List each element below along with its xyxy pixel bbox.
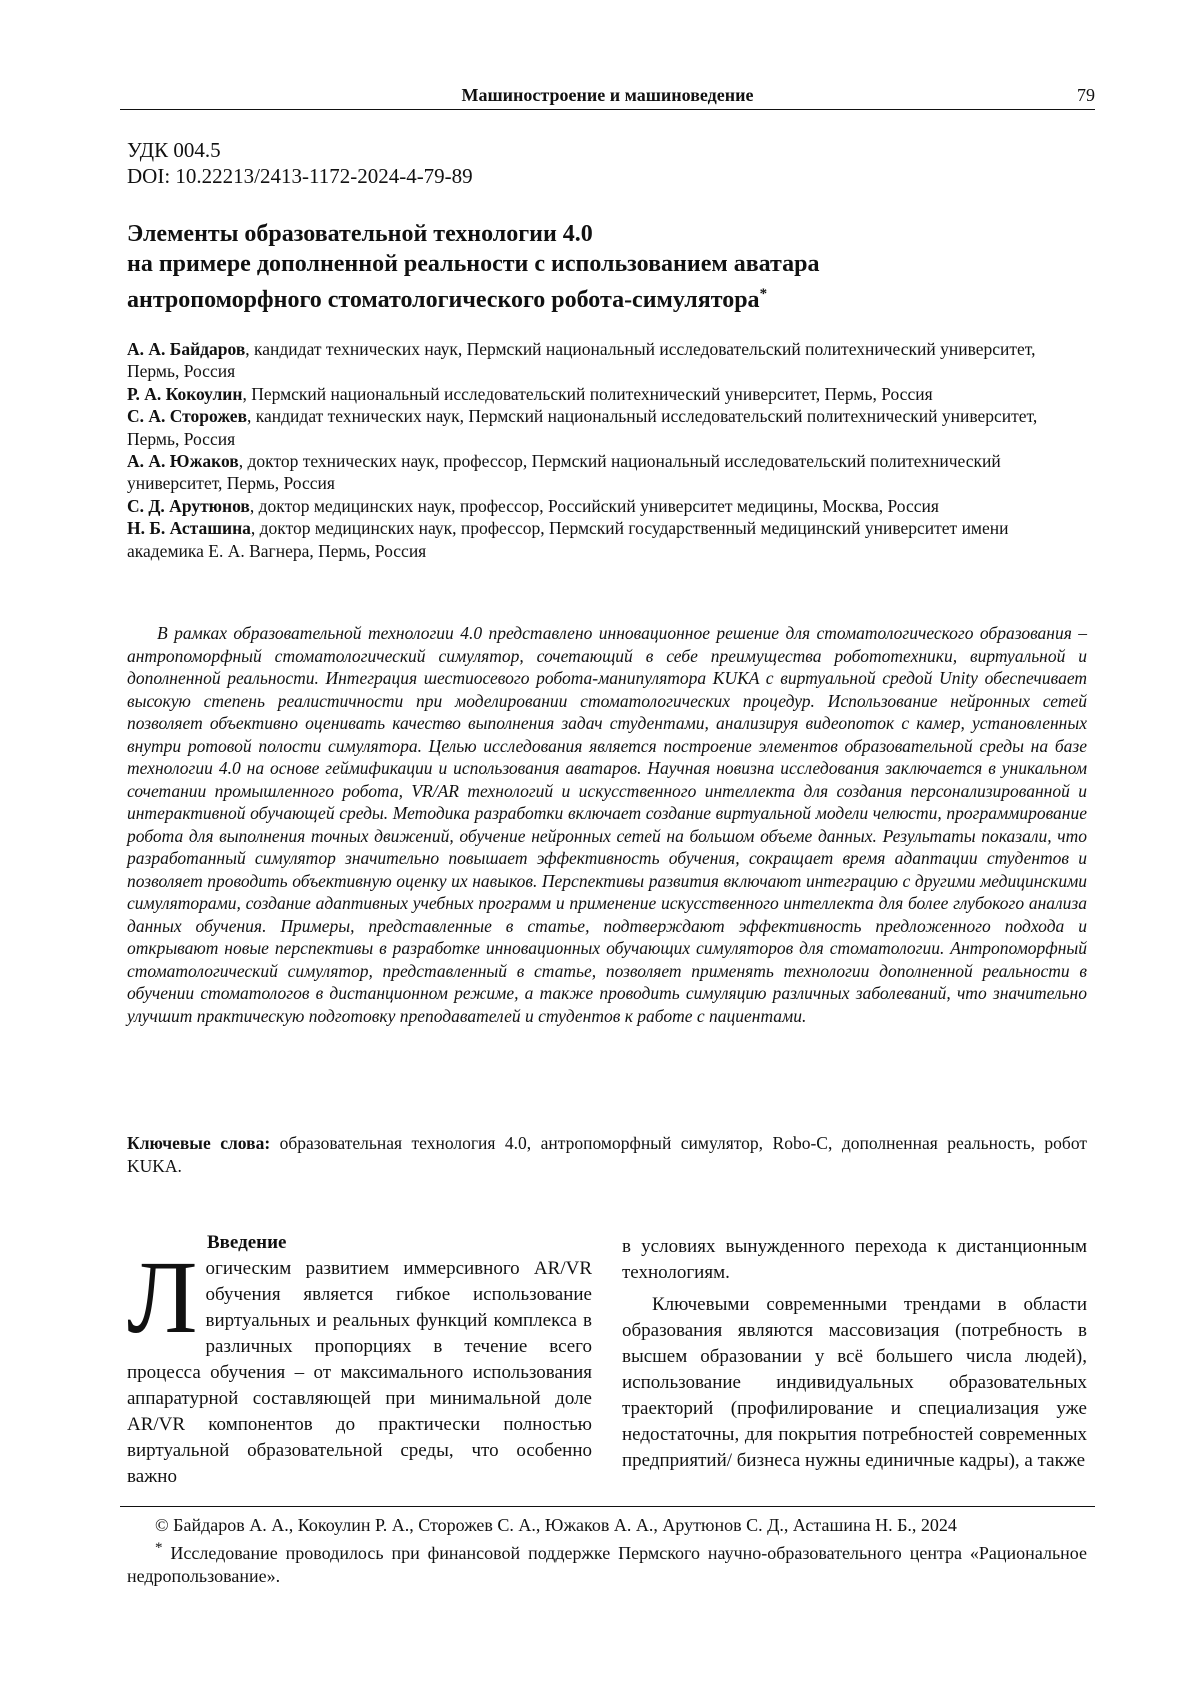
author-affiliation: , Пермский национальный исследовательский политехнический университет, Пермь, Россия <box>242 383 933 404</box>
title-line-2: на примере дополненной реальности с использованием аватара <box>127 251 820 277</box>
author-name: А. А. Байдаров <box>127 339 246 359</box>
author-entry <box>127 405 1087 450</box>
continued-paragraph: в условиях вынужденного перехода к дистанционным технологиям. <box>622 1236 1087 1283</box>
keywords-text: образовательная технология 4.0, антропоморфный симулятор, Robo-C, дополненная реальность, робот KUKA. <box>127 1133 1087 1176</box>
author-affiliation: , доктор медицинских наук, профессор, Пермский государственный медицинский университет имени академика Е. А. Вагнера, Пермь, Россия <box>127 518 1009 561</box>
title-line-1: Элементы образовательной технологии 4.0 <box>127 221 593 247</box>
author-entry <box>127 450 1087 495</box>
funding-text: Исследование проводилось при финансовой поддержке Пермского научно-образовательного центра «Рациональное недропользование». <box>127 1543 1087 1586</box>
udk-code: УДК 004.5 <box>127 138 221 162</box>
author-affiliation: , кандидат технических наук, Пермский национальный исследовательский политехнический университет, Пермь, Россия <box>127 406 1038 449</box>
drop-cap: Л <box>127 1240 198 1355</box>
right-column <box>622 1234 1087 1474</box>
author-affiliation: , кандидат технических наук, Пермский национальный исследовательский политехнический университет, Пермь, Россия <box>127 339 1036 382</box>
footnotes <box>127 1514 1087 1588</box>
author-name: С. Д. Арутюнов <box>127 495 250 516</box>
title-footnote-mark: * <box>759 286 768 302</box>
author-entry <box>127 495 1087 517</box>
title-line-3 <box>127 279 1087 315</box>
page-number: 79 <box>1077 85 1095 105</box>
journal-section-title: Машиностроение и машиноведение <box>461 85 754 105</box>
author-list <box>127 338 1087 562</box>
author-entry <box>127 383 1087 405</box>
author-name: А. А. Южаков <box>127 451 239 472</box>
title-line-3-text: антропоморфного стоматологического робота-симулятора <box>127 287 760 313</box>
author-affiliation: , доктор технических наук, профессор, Пермский национальный исследовательский политехнический университет, Пермь, Россия <box>127 451 1001 494</box>
left-column <box>127 1230 592 1490</box>
author-name: Н. Б. Асташина <box>127 518 251 539</box>
section-heading-introduction: Введение <box>207 1232 287 1253</box>
footnote-divider <box>120 1506 1095 1507</box>
intro-paragraph-text: огическим развитием иммерсивного AR/VR обучения является гибкое использование виртуальных и реальных функций комплекса в различных пропорциях в течение всего процесса обучения – от максимального использования аппаратурной составляющей при минимальной доле AR/VR компонентов до практически полностью виртуальной образовательной среды, что особенно важно <box>127 1258 592 1487</box>
keywords <box>127 1132 1087 1177</box>
article-meta <box>127 137 473 189</box>
copyright-notice: © Байдаров А. А., Кокоулин Р. А., Сторожев С. А., Южаков А. А., Арутюнов С. Д., Асташина Н. Б., 2024 <box>155 1515 957 1535</box>
keywords-label: Ключевые слова: <box>127 1133 271 1153</box>
abstract: В рамках образовательной технологии 4.0 представлено инновационное решение для стоматологического образования – антропоморфный стоматологический симулятор, сочетающий в себе преимущества робототехники, виртуальной и дополненной реальности. Интеграция шестиосевого робота-манипулятора KUKA с виртуальной средой Unity обеспечивает высокую степень реалистичности при моделировании стоматологических процедур. Использование нейронных сетей позволяет объективно оценивать качество выполнения задач студентами, анализируя видеопоток с камер, установленных внутри ротовой полости симулятора. Целью исследования является построение элементов образовательной среды на базе технологии 4.0 на основе геймификации и использования аватаров. Научная новизна исследования заключается в уникальном сочетании промышленного робота, VR/AR технологий и искусственного интеллекта для создания персонализированной и интерактивной обучающей среды. Методика разработки включает создание виртуальной модели челюсти, программирование робота для выполнения точных движений, обучение нейронных сетей на большом объеме данных. Результаты показали, что разработанный симулятор значительно повышает эффективность обучения, сокращает время адаптации студентов и позволяет проводить объективную оценку их навыков. Перспективы развития включают интеграцию с другими медицинскими симуляторами, создание адаптивных учебных программ и применение искусственного интеллекта для более глубокого анализа данных обучения. Примеры, представленные в статье, подтверждают эффективность предложенного подхода и открывают новые перспективы в разработке инновационных обучающих симуляторов для стоматологии. Антропоморфный стоматологический симулятор, представленный в статье, позволяет применять технологии дополненной реальности в обучении стоматологов в дистанционном режиме, а также проводить симуляцию различных заболеваний, что значительно улучшит практическую подготовку преподавателей и студентов к работе с пациентами. <box>127 623 1087 1026</box>
running-header <box>120 85 1095 110</box>
funding-footnote <box>127 1537 1087 1588</box>
footnote-mark: * <box>155 1540 163 1556</box>
author-name: С. А. Сторожев <box>127 406 248 427</box>
trends-paragraph: Ключевыми современными трендами в области образования являются массовизация (потребность в высшем образовании у всё большего числа людей), использование индивидуальных образовательных траекторий (профилирование и специализация уже недостаточны, для покрытия потребностей современных предприятий/ бизнеса нужны единичные кадры), а также <box>622 1294 1087 1471</box>
author-affiliation: , доктор медицинских наук, профессор, Российский университет медицины, Москва, Россия <box>249 495 939 516</box>
author-entry <box>127 338 1087 383</box>
doi: DOI: 10.22213/2413-1172-2024-4-79-89 <box>127 164 473 188</box>
article-title <box>127 219 1087 315</box>
author-name: Р. А. Кокоулин <box>127 383 243 404</box>
author-entry <box>127 517 1087 562</box>
